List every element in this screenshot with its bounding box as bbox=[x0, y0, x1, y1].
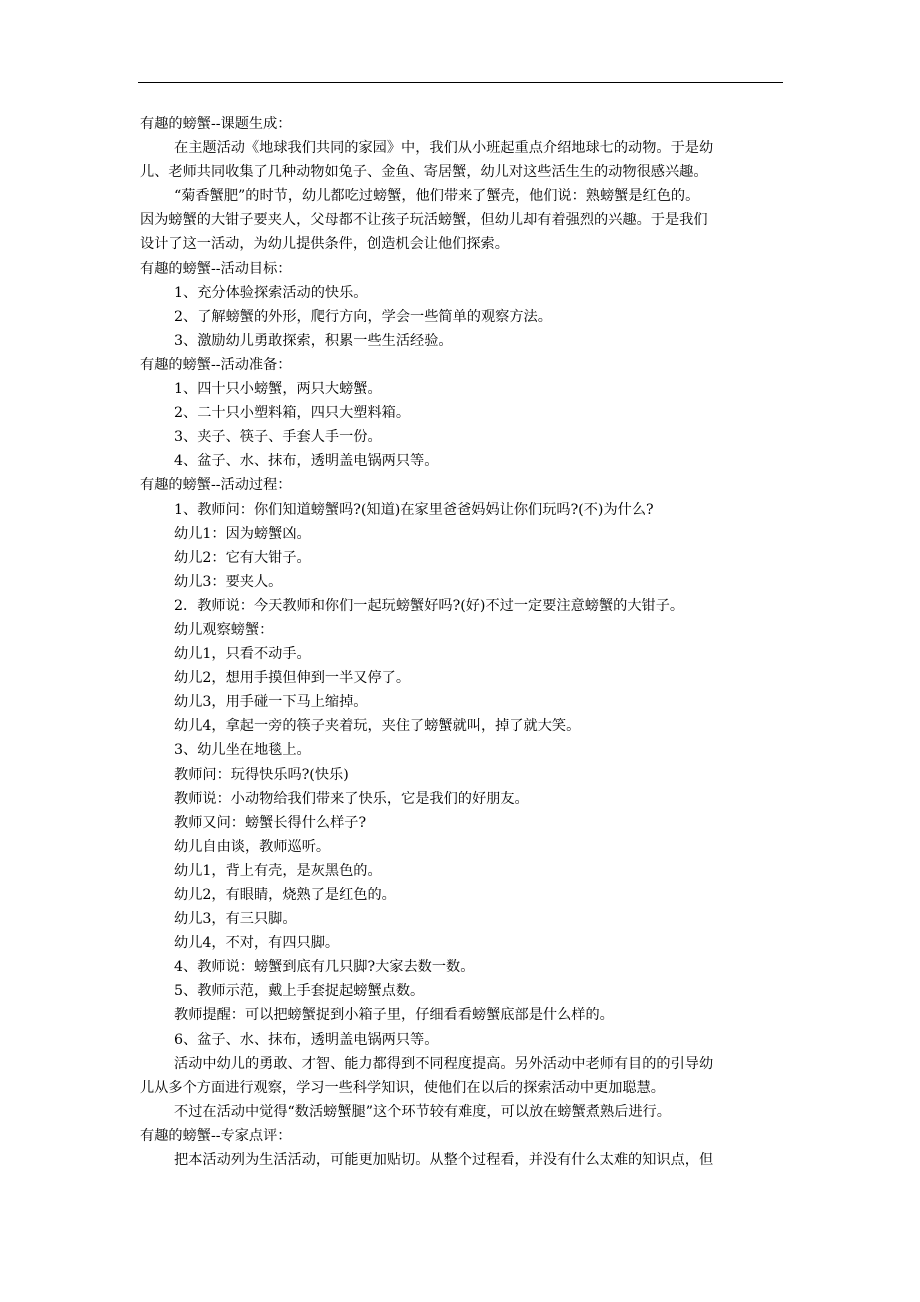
paragraph-line-indented: 5、教师示范，戴上手套捉起螃蟹点数。 bbox=[174, 983, 425, 1000]
paragraph-line: 有趣的螃蟹--课题生成： bbox=[140, 116, 292, 132]
paragraph-line-indented: 在主题活动《地球我们共同的家园》中，我们从小班起重点介绍地球七的动物。于是幼 bbox=[174, 140, 714, 157]
paragraph-line-indented: 2、了解螃蟹的外形，爬行方向，学会一些简单的观察方法。 bbox=[174, 308, 552, 325]
paragraph-line-indented: 不过在活动中觉得“数活螃蟹腿”这个环节较有难度，可以放在螃蟹煮熟后进行。 bbox=[174, 1103, 671, 1120]
paragraph-line: 有趣的螃蟹--专家点评： bbox=[140, 1127, 292, 1144]
paragraph-line-indented: 幼儿2，想用手摸但伸到一半又停了。 bbox=[174, 670, 411, 687]
paragraph-line: 设计了这一活动，为幼儿提供条件，创造机会让他们探索。 bbox=[140, 236, 509, 253]
paragraph-line-indented: 教师问：玩得快乐吗?(快乐) bbox=[174, 766, 349, 783]
paragraph-line: 儿从多个方面进行观察，学习一些科学知识，使他们在以后的探索活动中更加聪慧。 bbox=[140, 1079, 665, 1096]
paragraph-line-indented: 幼儿3：要夹人。 bbox=[174, 573, 283, 590]
paragraph-line-indented: 幼儿3，用手碰一下马上缩掉。 bbox=[174, 694, 368, 711]
paragraph-line: 有趣的螃蟹--活动准备： bbox=[140, 356, 292, 373]
paragraph-line-indented: 幼儿1：因为螃蟹凶。 bbox=[174, 525, 311, 542]
paragraph-line: 因为螃蟹的大钳子要夹人，父母都不让孩子玩活螃蟹，但幼儿却有着强烈的兴趣。于是我们 bbox=[140, 212, 708, 229]
header-rule bbox=[138, 82, 783, 83]
paragraph-line-indented: 1、教师问：你们知道螃蟹吗?(知道)在家里爸爸妈妈让你们玩吗?(不)为什么? bbox=[174, 501, 654, 518]
paragraph-line: 儿、老师共同收集了几种动物如兔子、金鱼、寄居蟹，幼儿对这些活生生的动物很感兴趣。 bbox=[140, 164, 708, 181]
paragraph-line-indented: 2．教师说：今天教师和你们一起玩螃蟹好吗?(好)不过一定要注意螃蟹的大钳子。 bbox=[174, 597, 685, 614]
paragraph-line-indented: 教师又问：螃蟹长得什么样子? bbox=[174, 814, 367, 831]
paragraph-line-indented: 4、教师说：螃蟹到底有几只脚?大家去数一数。 bbox=[174, 959, 475, 976]
paragraph-line-indented: 教师说：小动物给我们带来了快乐，它是我们的好朋友。 bbox=[174, 790, 529, 807]
paragraph-line-indented: “菊香蟹肥”的时节，幼儿都吃过螃蟹，他们带来了蟹壳，他们说：熟螃蟹是红色的。 bbox=[174, 188, 700, 205]
paragraph-line-indented: 2、二十只小塑料箱，四只大塑料箱。 bbox=[174, 405, 411, 422]
paragraph-line-indented: 3、激励幼儿勇敢探索，积累一些生活经验。 bbox=[174, 332, 453, 349]
document-body bbox=[140, 112, 800, 1172]
paragraph-line-indented: 活动中幼儿的勇敢、才智、能力都得到不同程度提高。另外活动中老师有目的的引导幼 bbox=[174, 1055, 714, 1072]
paragraph-line-indented: 教师提醒：可以把螃蟹捉到小箱子里，仔细看看螃蟹底部是什么样的。 bbox=[174, 1007, 614, 1024]
paragraph-line-indented: 把本活动列为生活活动，可能更加贴切。从整个过程看，并没有什么太难的知识点，但 bbox=[174, 1152, 714, 1169]
paragraph-line-indented: 幼儿2，有眼睛，烧熟了是红色的。 bbox=[174, 887, 396, 903]
paragraph-line-indented: 1、充分体验探索活动的快乐。 bbox=[174, 284, 368, 301]
paragraph-line-indented: 幼儿3，有三只脚。 bbox=[174, 911, 297, 928]
paragraph-line-indented: 幼儿2：它有大钳子。 bbox=[174, 549, 311, 566]
paragraph-line: 有趣的螃蟹--活动过程： bbox=[140, 477, 292, 494]
paragraph-line-indented: 幼儿1，背上有壳，是灰黑色的。 bbox=[174, 862, 382, 879]
paragraph-line-indented: 3、夹子、筷子、手套人手一份。 bbox=[174, 429, 382, 446]
paragraph-line-indented: 4、盆子、水、抹布，透明盖电锅两只等。 bbox=[174, 453, 439, 470]
paragraph-line-indented: 3、幼儿坐在地毯上。 bbox=[174, 742, 311, 759]
paragraph-line-indented: 幼儿4，拿起一旁的筷子夹着玩，夹住了螃蟹就叫，掉了就大笑。 bbox=[174, 718, 581, 735]
paragraph-line-indented: 幼儿自由谈，教师巡听。 bbox=[174, 838, 331, 855]
paragraph-line-indented: 幼儿1，只看不动手。 bbox=[174, 646, 311, 663]
paragraph-line-indented: 1、四十只小螃蟹，两只大螃蟹。 bbox=[174, 381, 382, 398]
paragraph-line-indented: 幼儿观察螃蟹： bbox=[174, 621, 274, 638]
paragraph-line-indented: 幼儿4，不对，有四只脚。 bbox=[174, 935, 340, 952]
paragraph-line-indented: 6、盆子、水、抹布，透明盖电锅两只等。 bbox=[174, 1031, 439, 1048]
paragraph-line: 有趣的螃蟹--活动目标： bbox=[140, 260, 292, 277]
